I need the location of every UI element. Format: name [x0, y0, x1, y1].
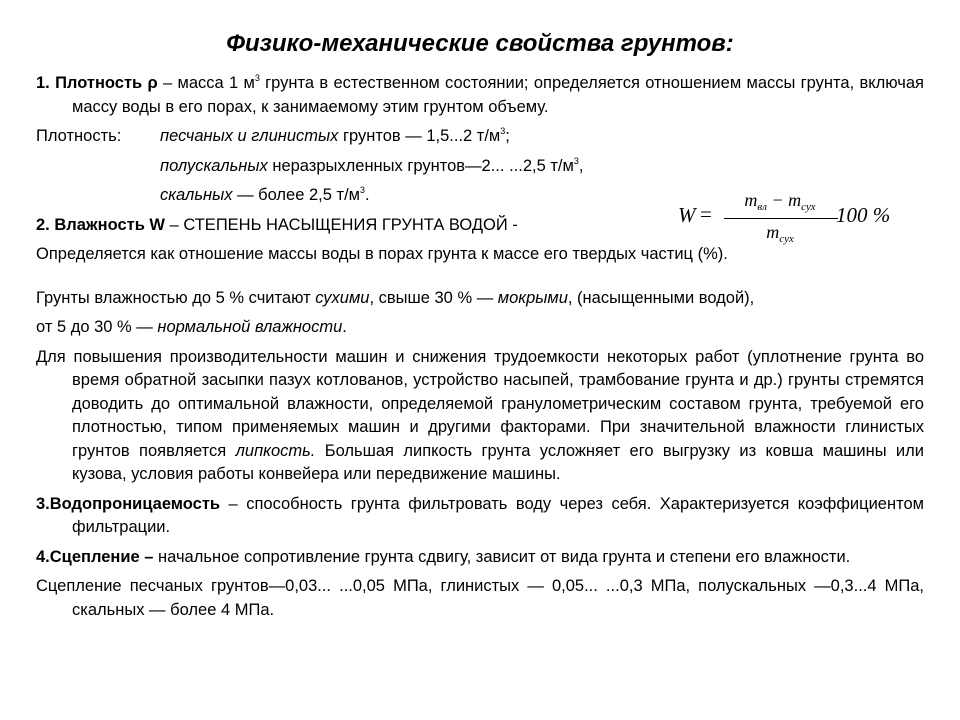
density-row-2 — [36, 155, 924, 179]
density-row1-sup: 3 — [500, 126, 506, 136]
moisture-heading: 2. Влажность W — [36, 215, 166, 234]
moisture-normal-a: от 5 до 30 % — — [36, 318, 158, 336]
formula-fraction-bar — [724, 218, 838, 219]
formula-den-sub: сух — [779, 233, 794, 245]
moisture-dry-a: Грунты влажностью до 5 % считают — [36, 288, 316, 307]
density-text-b: грунта в естественном состоянии; определяется отношением массы грунта, включая массу воды в его порах, к занимаемому этим грунтом объему. — [72, 74, 924, 116]
moisture-formula — [676, 190, 926, 252]
density-sup: 3 — [254, 73, 260, 83]
moisture-paragraph — [36, 346, 924, 487]
formula-num-m2: m — [788, 190, 802, 210]
formula-num-sub2: сух — [801, 201, 816, 213]
moisture-heading-rest: – СТЕПЕНЬ НАСЫЩЕНИЯ ГРУНТА ВОДОЙ - — [165, 215, 518, 234]
moisture-dry-c: , (насыщенными водой), — [567, 288, 755, 307]
moisture-normal-italic: нормальной влажности — [157, 318, 343, 336]
formula-den-m: m — [766, 222, 780, 242]
permeability-heading: 3.Водопроницаемость — [36, 494, 221, 513]
density-row2-text: неразрыхленных грунтов—2... ...2,5 т/м — [267, 156, 574, 175]
density-row1-italic: песчаных и глинистых — [160, 127, 339, 145]
moisture-para-a: Для повышения производительности машин и снижения трудоемкости некоторых работ (уплотнение грунта во время обратной засыпки пазух котлованов, устройство насыпей, трамбование грунта и др.) грунты стремятся доводить до оптимальной влажности, определяемой гранулометрическим составом грунта, требуемой его плотностью, типом применяемых машин и другими факторами. При значительной влажности глинистых грунтов появляется — [36, 347, 924, 460]
density-row3-sup: 3 — [360, 185, 366, 195]
permeability-paragraph — [36, 493, 924, 540]
cohesion-values: Сцепление песчаных грунтов—0,03... ...0,05 МПа, глинистых — 0,05... ...0,3 МПа, полускальных —0,3...4 МПа, скальных — более 4 МПа. — [36, 577, 924, 619]
density-row3-text: — более 2,5 т/м — [232, 186, 361, 204]
density-row1-text: грунтов — 1,5...2 т/м — [338, 127, 501, 145]
density-text-a: – масса 1 м — [157, 74, 255, 92]
permeability-text: – способность грунта фильтровать воду через себя. Характеризуется коэффициентом фильтрации. — [72, 494, 924, 536]
formula-minus: − — [766, 190, 789, 210]
density-row2-italic: полускальных — [160, 156, 268, 175]
cohesion-text: начальное сопротивление грунта сдвигу, зависит от вида грунта и степени его влажности. — [153, 547, 851, 566]
moisture-dry-wet-line — [36, 287, 924, 311]
density-row2-end: , — [578, 156, 584, 175]
cohesion-paragraph — [36, 546, 924, 570]
page-title: Физико-механические свойства грунтов: — [226, 30, 734, 57]
density-row3-italic: скальных — [160, 186, 233, 204]
density-label: Плотность: — [36, 127, 122, 145]
density-row1-end: ; — [505, 127, 510, 145]
formula-num-sub1: вл — [757, 201, 767, 213]
density-heading: 1. Плотность ρ — [36, 74, 158, 92]
formula-equals: = — [700, 202, 712, 226]
moisture-definition: Определяется как отношение массы воды в порах грунта к массе его твердых частиц (%). — [36, 245, 728, 263]
density-row3-end: . — [365, 186, 370, 204]
moisture-wet-italic: мокрыми — [497, 288, 568, 307]
formula-num-m1: m — [744, 190, 758, 210]
moisture-dry-b: , свыше 30 % — — [369, 288, 498, 307]
moisture-normal-line — [36, 316, 924, 340]
formula-denominator — [728, 222, 832, 245]
moisture-para-b: Большая липкость грунта усложняет его выгрузку из ковша машины или кузова, условия работы конвейера или передвижение машины. — [72, 441, 924, 483]
moisture-dry-italic: сухими — [315, 288, 370, 307]
density-row2-sup: 3 — [573, 155, 579, 166]
slide-body — [36, 72, 924, 622]
cohesion-heading: 4.Сцепление – — [36, 547, 154, 566]
density-paragraph — [36, 72, 924, 119]
moisture-para-italic: липкость. — [235, 441, 316, 460]
formula-numerator — [728, 190, 832, 213]
density-row-1 — [36, 125, 924, 149]
moisture-normal-b: . — [342, 318, 347, 336]
formula-factor: 100 % — [836, 203, 891, 227]
formula-lhs: W — [678, 203, 696, 227]
